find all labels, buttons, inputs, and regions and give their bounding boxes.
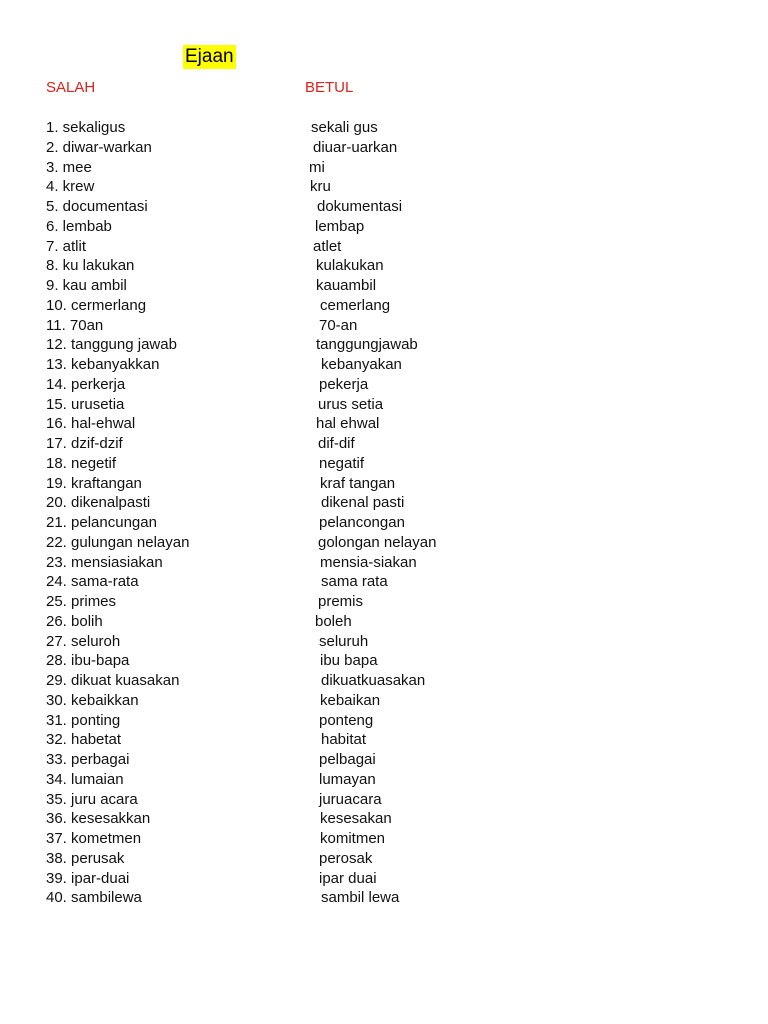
list-item: [0, 770, 768, 790]
correct-spelling: sama rata: [321, 573, 388, 591]
wrong-spelling: 25. primes: [46, 593, 117, 610]
correct-spelling: kebanyakan: [321, 356, 402, 373]
list-item: [0, 809, 768, 829]
correct-spelling: pelbagai: [319, 751, 376, 768]
wrong-spelling: 28. ibu-bapa: [46, 652, 130, 670]
correct-spelling: pekerja: [319, 375, 369, 393]
wrong-spelling: 31. ponting: [46, 711, 121, 729]
list-item: [0, 671, 768, 691]
column-header-salah: SALAH: [46, 79, 96, 96]
wrong-spelling: 9. kau ambil: [46, 277, 127, 294]
correct-spelling: seluruh: [319, 632, 369, 650]
list-item: [0, 790, 768, 810]
list-item: [0, 632, 768, 652]
wrong-spelling: 23. mensiasiakan: [46, 553, 163, 571]
list-item: [0, 335, 768, 355]
list-item: [0, 750, 768, 770]
correct-spelling: habitat: [321, 731, 367, 749]
wrong-spelling: 20. dikenalpasti: [46, 494, 151, 512]
wrong-spelling: 7. atlit: [46, 237, 87, 255]
correct-spelling: ibu bapa: [320, 652, 378, 670]
wrong-spelling: 8. ku lakukan: [46, 257, 135, 275]
correct-spelling: perosak: [319, 849, 373, 867]
wrong-spelling: 37. kometmen: [46, 830, 142, 847]
wrong-spelling: 18. negetif: [46, 454, 117, 472]
correct-spelling: komitmen: [320, 830, 386, 847]
correct-spelling: hal ehwal: [316, 415, 380, 433]
list-item: [0, 414, 768, 434]
wrong-spelling: 13. kebanyakkan: [46, 356, 160, 373]
correct-spelling: atlet: [313, 237, 342, 255]
list-item: [0, 849, 768, 869]
list-item: [0, 355, 768, 375]
correct-spelling: kulakukan: [316, 257, 384, 275]
wrong-spelling: 39. ipar-duai: [46, 869, 130, 887]
list-item: [0, 869, 768, 889]
wrong-spelling: 10. cermerlang: [46, 296, 147, 314]
correct-spelling: sekali gus: [311, 119, 378, 136]
correct-spelling: 70-an: [319, 316, 358, 334]
list-item: [0, 158, 768, 178]
correct-spelling: kru: [310, 178, 331, 196]
wrong-spelling: 36. kesesakkan: [46, 810, 151, 828]
list-item: [0, 296, 768, 316]
wrong-spelling: 26. bolih: [46, 612, 103, 630]
list-item: [0, 217, 768, 237]
list-item: [0, 533, 768, 553]
wrong-spelling: 22. gulungan nelayan: [46, 533, 190, 551]
correct-spelling: ipar duai: [319, 869, 377, 887]
list-item: [0, 237, 768, 257]
wrong-spelling: 19. kraftangan: [46, 474, 142, 492]
correct-spelling: negatif: [319, 454, 365, 472]
wrong-spelling: 4. krew: [46, 178, 95, 196]
correct-spelling: mensia-siakan: [320, 553, 417, 571]
wrong-spelling: 6. lembab: [46, 217, 112, 235]
correct-spelling: juruacara: [319, 790, 382, 808]
list-item: [0, 592, 768, 612]
wrong-spelling: 30. kebaikkan: [46, 691, 139, 709]
list-item: [0, 493, 768, 513]
list-item: [0, 513, 768, 533]
list-item: [0, 572, 768, 592]
list-item: [0, 375, 768, 395]
correct-spelling: premis: [318, 593, 364, 610]
correct-spelling: mi: [309, 158, 325, 176]
correct-spelling: dif-dif: [318, 435, 355, 452]
wrong-spelling: 12. tanggung jawab: [46, 336, 177, 354]
correct-spelling: lembap: [315, 217, 365, 235]
spelling-list: [0, 118, 768, 908]
correct-spelling: kraf tangan: [320, 474, 396, 492]
list-item: [0, 711, 768, 731]
correct-spelling: kauambil: [316, 277, 377, 294]
correct-spelling: pelancongan: [319, 514, 405, 531]
wrong-spelling: 38. perusak: [46, 849, 125, 867]
correct-spelling: dikenal pasti: [321, 494, 405, 512]
correct-spelling: ponteng: [319, 711, 374, 729]
wrong-spelling: 5. documentasi: [46, 198, 148, 215]
column-header-betul: BETUL: [305, 79, 354, 96]
correct-spelling: urus setia: [318, 395, 384, 413]
wrong-spelling: 17. dzif-dzif: [46, 435, 123, 452]
wrong-spelling: 15. urusetia: [46, 395, 125, 413]
wrong-spelling: 2. diwar-warkan: [46, 138, 152, 156]
list-item: [0, 434, 768, 454]
list-item: [0, 276, 768, 296]
wrong-spelling: 1. sekaligus: [46, 119, 126, 136]
list-item: [0, 177, 768, 197]
wrong-spelling: 34. lumaian: [46, 770, 124, 788]
correct-spelling: kesesakan: [320, 810, 392, 828]
wrong-spelling: 3. mee: [46, 158, 92, 176]
list-item: [0, 395, 768, 415]
list-item: [0, 553, 768, 573]
wrong-spelling: 14. perkerja: [46, 375, 126, 393]
correct-spelling: kebaikan: [320, 691, 381, 709]
correct-spelling: golongan nelayan: [318, 533, 437, 551]
wrong-spelling: 27. seluroh: [46, 632, 121, 650]
correct-spelling: dokumentasi: [317, 198, 403, 215]
list-item: [0, 888, 768, 908]
wrong-spelling: 16. hal-ehwal: [46, 415, 136, 433]
correct-spelling: cemerlang: [320, 296, 391, 314]
correct-spelling: diuar-uarkan: [313, 138, 398, 156]
list-item: [0, 316, 768, 336]
wrong-spelling: 21. pelancungan: [46, 514, 157, 531]
list-item: [0, 612, 768, 632]
list-item: [0, 691, 768, 711]
list-item: [0, 138, 768, 158]
list-item: [0, 256, 768, 276]
list-item: [0, 454, 768, 474]
correct-spelling: sambil lewa: [321, 889, 400, 907]
correct-spelling: lumayan: [319, 770, 376, 788]
correct-spelling: dikuatkuasakan: [321, 672, 426, 689]
wrong-spelling: 33. perbagai: [46, 751, 130, 768]
list-item: [0, 651, 768, 671]
wrong-spelling: 35. juru acara: [46, 790, 138, 808]
correct-spelling: tanggungjawab: [316, 336, 418, 354]
wrong-spelling: 11. 70an: [46, 316, 104, 334]
list-item: [0, 730, 768, 750]
correct-spelling: boleh: [315, 612, 352, 630]
list-item: [0, 118, 768, 138]
page-title: Ejaan: [185, 46, 234, 67]
wrong-spelling: 24. sama-rata: [46, 573, 139, 591]
wrong-spelling: 29. dikuat kuasakan: [46, 672, 180, 689]
wrong-spelling: 32. habetat: [46, 731, 122, 749]
list-item: [0, 197, 768, 217]
list-item: [0, 829, 768, 849]
list-item: [0, 474, 768, 494]
wrong-spelling: 40. sambilewa: [46, 889, 142, 907]
